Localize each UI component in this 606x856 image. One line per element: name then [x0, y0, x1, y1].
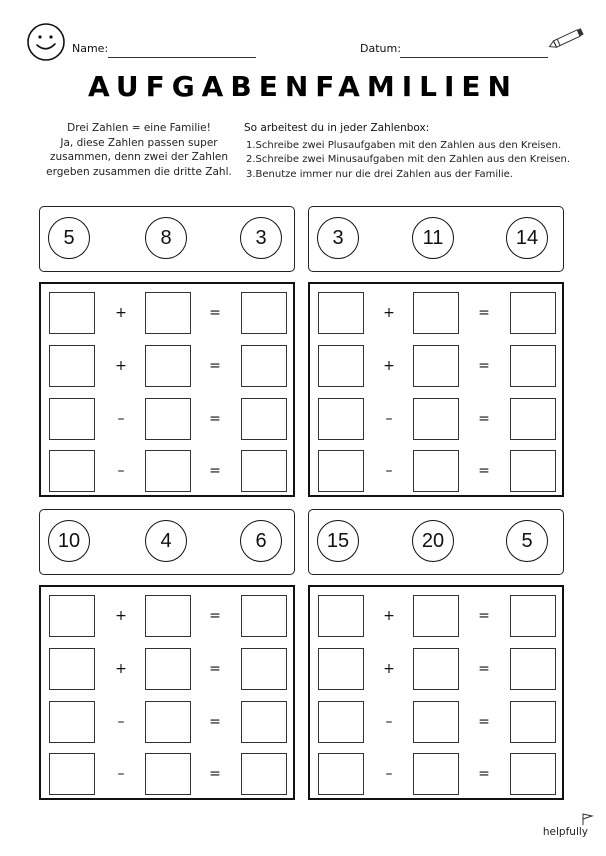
plus-sign: + — [115, 358, 127, 374]
name-field-line[interactable] — [108, 57, 256, 58]
answer-box[interactable] — [145, 292, 191, 334]
instruction-step-3: 3.Benutze immer nur die drei Zahlen aus der Familie. — [246, 168, 513, 180]
family-number-circle: 8 — [145, 217, 187, 259]
answer-box[interactable] — [145, 450, 191, 492]
instruction-step-1: 1.Schreibe zwei Plusaufgaben mit den Zahlen aus den Kreisen. — [246, 139, 562, 151]
answer-box[interactable] — [318, 450, 364, 492]
minus-sign: – — [385, 714, 393, 730]
answer-box[interactable] — [241, 753, 287, 795]
family-numbers-2 — [308, 206, 564, 272]
answer-box[interactable] — [49, 450, 95, 492]
answer-box[interactable] — [49, 595, 95, 637]
answer-box[interactable] — [413, 648, 459, 690]
answer-box[interactable] — [49, 292, 95, 334]
answer-box[interactable] — [510, 398, 556, 440]
equals-sign: = — [478, 305, 490, 321]
answer-box[interactable] — [318, 398, 364, 440]
equation-grid-4 — [308, 585, 564, 800]
answer-box[interactable] — [241, 292, 287, 334]
equals-sign: = — [478, 714, 490, 730]
answer-box[interactable] — [49, 345, 95, 387]
equals-sign: = — [478, 661, 490, 677]
minus-sign: – — [117, 463, 125, 479]
page-title: AUFGABENFAMILIEN — [88, 70, 518, 103]
answer-box[interactable] — [510, 292, 556, 334]
family-number-circle: 20 — [412, 520, 454, 562]
plus-sign: + — [115, 305, 127, 321]
equals-sign: = — [478, 358, 490, 374]
answer-box[interactable] — [413, 398, 459, 440]
brand-name: helpfully — [542, 826, 588, 838]
plus-sign: + — [383, 305, 395, 321]
intro-line-1: Drei Zahlen = eine Familie! — [67, 122, 211, 134]
answer-box[interactable] — [49, 648, 95, 690]
equation-grid-3 — [39, 585, 295, 800]
family-number-circle: 4 — [145, 520, 187, 562]
minus-sign: – — [117, 411, 125, 427]
answer-box[interactable] — [413, 595, 459, 637]
equals-sign: = — [478, 608, 490, 624]
intro-text — [40, 121, 238, 179]
answer-box[interactable] — [510, 450, 556, 492]
equals-sign: = — [209, 463, 221, 479]
smiley-icon — [26, 22, 66, 62]
minus-sign: – — [117, 714, 125, 730]
equals-sign: = — [478, 766, 490, 782]
family-numbers-4 — [308, 509, 564, 575]
family-number-circle: 10 — [48, 520, 90, 562]
answer-box[interactable] — [318, 648, 364, 690]
equals-sign: = — [209, 714, 221, 730]
answer-box[interactable] — [510, 648, 556, 690]
equals-sign: = — [209, 766, 221, 782]
answer-box[interactable] — [49, 398, 95, 440]
answer-box[interactable] — [318, 345, 364, 387]
minus-sign: – — [385, 463, 393, 479]
minus-sign: – — [385, 766, 393, 782]
answer-box[interactable] — [413, 753, 459, 795]
answer-box[interactable] — [510, 701, 556, 743]
answer-box[interactable] — [510, 345, 556, 387]
family-number-circle: 5 — [506, 520, 548, 562]
answer-box[interactable] — [49, 701, 95, 743]
answer-box[interactable] — [241, 595, 287, 637]
plus-sign: + — [383, 358, 395, 374]
answer-box[interactable] — [413, 292, 459, 334]
name-label: Name: — [72, 42, 109, 55]
equals-sign: = — [209, 358, 221, 374]
answer-box[interactable] — [318, 753, 364, 795]
equals-sign: = — [209, 608, 221, 624]
helpfully-logo-icon — [580, 812, 594, 826]
answer-box[interactable] — [241, 701, 287, 743]
answer-box[interactable] — [241, 398, 287, 440]
family-number-circle: 15 — [317, 520, 359, 562]
answer-box[interactable] — [413, 701, 459, 743]
equals-sign: = — [209, 305, 221, 321]
family-number-circle: 14 — [506, 217, 548, 259]
date-label: Datum: — [360, 42, 401, 55]
plus-sign: + — [115, 608, 127, 624]
family-number-circle: 6 — [240, 520, 282, 562]
answer-box[interactable] — [145, 595, 191, 637]
family-number-circle: 5 — [48, 217, 90, 259]
instructions-heading: So arbeitest du in jeder Zahlenbox: — [244, 122, 430, 134]
answer-box[interactable] — [145, 648, 191, 690]
family-numbers-1 — [39, 206, 295, 272]
minus-sign: – — [385, 411, 393, 427]
answer-box[interactable] — [318, 292, 364, 334]
plus-sign: + — [383, 661, 395, 677]
equation-grid-2 — [308, 282, 564, 497]
instructions — [244, 121, 594, 182]
equals-sign: = — [478, 411, 490, 427]
answer-box[interactable] — [510, 753, 556, 795]
answer-box[interactable] — [241, 648, 287, 690]
equals-sign: = — [209, 411, 221, 427]
answer-box[interactable] — [510, 595, 556, 637]
answer-box[interactable] — [145, 701, 191, 743]
equals-sign: = — [209, 661, 221, 677]
family-number-circle: 3 — [317, 217, 359, 259]
date-field-line[interactable] — [400, 57, 548, 58]
answer-box[interactable] — [145, 753, 191, 795]
answer-box[interactable] — [145, 398, 191, 440]
answer-box[interactable] — [145, 345, 191, 387]
pencil-icon — [548, 28, 586, 50]
instruction-step-2: 2.Schreibe zwei Minusaufgaben mit den Zahlen aus den Kreisen. — [246, 154, 571, 165]
plus-sign: + — [383, 608, 395, 624]
answer-box[interactable] — [241, 450, 287, 492]
family-numbers-3 — [39, 509, 295, 575]
answer-box[interactable] — [318, 595, 364, 637]
minus-sign: – — [117, 766, 125, 782]
family-number-circle: 3 — [240, 217, 282, 259]
equation-grid-1 — [39, 282, 295, 497]
equals-sign: = — [478, 463, 490, 479]
answer-box[interactable] — [241, 345, 287, 387]
intro-line-2: Ja, diese Zahlen passen super zusammen, denn zwei der Zahlen ergeben zusammen die dritte Zahl. — [46, 136, 232, 178]
answer-box[interactable] — [413, 450, 459, 492]
answer-box[interactable] — [413, 345, 459, 387]
family-number-circle: 11 — [412, 217, 454, 259]
plus-sign: + — [115, 661, 127, 677]
answer-box[interactable] — [318, 701, 364, 743]
answer-box[interactable] — [49, 753, 95, 795]
